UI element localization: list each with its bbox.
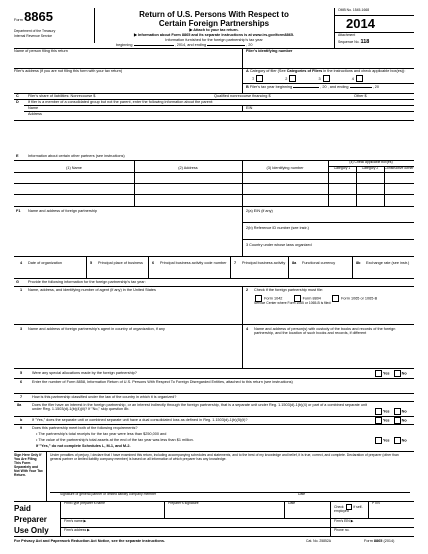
year-end: , 20 xyxy=(246,43,253,47)
prep-div-4 xyxy=(368,501,369,518)
rule-519 xyxy=(60,527,414,528)
tax-year-mid: , 20 xyxy=(320,85,327,89)
info-note-2: Information furnished for the foreign partnership’s tax year xyxy=(165,38,263,42)
rule-278 xyxy=(14,286,414,287)
rule-175 xyxy=(14,183,414,184)
tax-year-end-field[interactable] xyxy=(350,87,372,88)
section-g-text: Provide the following information for the foreign partnership’s tax year: xyxy=(28,280,146,284)
category-2-checkbox[interactable] xyxy=(289,75,296,82)
sign-here-side: Sign Here Only If You Are Filing This Form Separately and Not With Your Tax Return. xyxy=(14,453,43,477)
attachment-label: Attachment xyxy=(338,33,356,37)
g3-num: 3 xyxy=(20,327,23,331)
firm-ein-label: Firm’s EIN ▶ xyxy=(334,519,354,523)
col-name: (1) Name xyxy=(66,166,82,170)
rule-186 xyxy=(14,194,414,195)
category-text-3: in the instructions and check applicable box(es)): xyxy=(323,69,406,73)
f8b-text: Exchange rate (see instr.) xyxy=(366,261,410,265)
omb-number: OMB No. 1545-1668 xyxy=(338,8,370,12)
filer-id-label: Filer’s identifying number xyxy=(246,49,293,53)
line-d-address: Address xyxy=(28,112,42,116)
rule-528 xyxy=(14,536,414,537)
section-e-text: Information about certain other partners (see instructions) xyxy=(28,154,125,158)
category-2-label: 2 xyxy=(285,76,288,81)
q8b-yes: Yes xyxy=(383,418,390,423)
prep-div-1 xyxy=(164,501,165,518)
info-note: ▶ Information about Form 8865 and its separate instructions is at www.irs.gov/form8865. xyxy=(134,33,294,37)
col-cat2: Category 2 xyxy=(361,166,379,170)
category-letter: A xyxy=(246,69,249,73)
q8b-text: If "Yes," does the separate unit or combined separate unit have a dual consolidated loss as defined in Reg. 1.1503(d)-1(b)(5)(ii)? xyxy=(32,418,248,422)
rule-231 xyxy=(242,239,414,240)
rule-370 xyxy=(14,378,414,379)
f8a-num: 8a xyxy=(292,261,297,265)
f6-text: Principal business activity code number xyxy=(160,261,227,265)
footer-notice: For Privacy Act and Paperwork Reduction Act Notice, see the separate instructions. xyxy=(14,539,166,543)
q5-no: No xyxy=(401,371,407,376)
f8a-text: Functional currency xyxy=(302,261,336,265)
signature-date-field[interactable] xyxy=(298,476,408,490)
f-2b: 2(b) Reference ID number (see instr.) xyxy=(246,226,309,230)
sign-divider xyxy=(46,451,47,501)
f-col-1 xyxy=(86,256,87,278)
paid-preparer-title xyxy=(14,504,49,536)
filer-id-field[interactable] xyxy=(246,54,411,66)
col-constructive: Constructive owner xyxy=(384,166,414,170)
q5-text: Were any special allocations made by the foreign partnership? xyxy=(32,371,137,375)
line-d-ein: EIN xyxy=(246,106,253,110)
rule-385 xyxy=(14,393,414,394)
g2-service-center: Service Center where Form 1065 or 1065-B is filed: xyxy=(254,301,332,305)
phone-label: Phone no. xyxy=(334,528,350,532)
q8a-no-checkbox[interactable] xyxy=(394,408,401,415)
line-d-text: If filer is a member of a consolidated group but not the parent, enter the following information about the parent: xyxy=(28,100,214,104)
signature-label: Signature of general partner or limited liability company member xyxy=(60,492,157,496)
filer-name-field[interactable] xyxy=(16,54,240,66)
g2-num: 2 xyxy=(246,288,249,292)
filer-divider-2 xyxy=(242,68,243,93)
footer-form-word: Form xyxy=(364,539,373,543)
form-title-2: Certain Foreign Partnerships xyxy=(158,19,270,28)
firm-address-label: Firm’s address ▶ xyxy=(64,528,90,532)
form-number: 8865 xyxy=(24,9,53,24)
q6-num: 6 xyxy=(20,380,23,384)
f-col-2 xyxy=(148,256,149,278)
irs: Internal Revenue Service xyxy=(14,34,53,38)
tax-year-row xyxy=(246,85,379,89)
rule-112 xyxy=(14,120,414,121)
signature-date-label: Date xyxy=(298,492,306,496)
q8a-text: Does the filer have an interest in the foreign partnership, or an interest indirectly through the foreign partnership, that is a separate unit under Reg. 1.1503(d)-1(b)(4) or part of a combined separate unit under Reg. 1.1503(d)-1(b)(4)(ii)? If "No," skip question 8b. xyxy=(32,403,367,412)
category-row xyxy=(246,69,405,73)
rule-393 xyxy=(14,401,414,402)
form-1042-label: Form 1042 xyxy=(264,296,283,301)
q8a-num: 8a xyxy=(17,403,22,407)
tax-year-end-label: , and ending xyxy=(327,85,349,89)
rule-164 xyxy=(14,172,414,173)
category-boxes xyxy=(252,75,364,82)
f-col-5 xyxy=(352,256,353,278)
prep-sig-label: Preparer’s signature xyxy=(168,501,199,505)
signature-field[interactable] xyxy=(54,476,294,490)
q9-no: No xyxy=(401,438,407,443)
header-divider-right xyxy=(334,8,335,48)
col-check: (4) Check applicable box(es) xyxy=(349,160,393,164)
f8b-num: 8b xyxy=(356,261,361,265)
tax-year-begin-field[interactable] xyxy=(293,87,319,88)
q8b-no-checkbox[interactable] xyxy=(394,417,401,424)
prep-date-label: Date xyxy=(288,501,296,505)
line-d-letter: D xyxy=(16,100,19,104)
col-cat1: Category 1 xyxy=(333,166,351,170)
q8a-yes: Yes xyxy=(383,409,390,414)
rule-416 xyxy=(14,424,414,425)
tax-year: 2014 xyxy=(346,16,375,31)
beginning-label: beginning xyxy=(116,43,133,47)
line-c-text: Filer’s share of liabilities: Nonrecourse $ xyxy=(28,94,96,98)
filer-name-label: Name of person filing this return xyxy=(14,49,68,53)
col-id: (3) Identifying number xyxy=(266,166,304,170)
rule-270 xyxy=(14,278,414,279)
g2-text: Check if the foreign partnership must file: xyxy=(254,288,324,292)
category-1-label: 1 xyxy=(252,76,255,81)
q8b-num: b xyxy=(20,418,23,422)
prep-div-3 xyxy=(330,501,331,518)
g1-text: Name, address, and identifying number of agent (if any) in the United States xyxy=(28,288,156,292)
section-e-letter: E xyxy=(16,154,19,158)
q5-no-checkbox[interactable] xyxy=(394,370,401,377)
rule-316 xyxy=(14,324,414,325)
filer-divider xyxy=(242,48,243,68)
beginning-field[interactable] xyxy=(134,45,174,46)
q8b-answers xyxy=(374,417,407,424)
rule-408 xyxy=(14,416,414,417)
category-3-checkbox[interactable] xyxy=(323,75,330,82)
filer-address-label: Filer’s address (if you are not filing this form with your tax return) xyxy=(14,69,123,73)
g3-text: Name and address of foreign partnership’s agent in country of organization, if any xyxy=(28,327,165,331)
q7-text: How is this partnership classified under the law of the country in which it is organized? xyxy=(32,395,177,399)
line-c-text-2: Qualified nonrecourse financing $ xyxy=(214,94,271,98)
q9-text: Does this partnership meet both of the following requirements? xyxy=(32,426,138,430)
f-3: 3 Country under whose laws organized xyxy=(246,243,312,247)
q9-bullet-3: If "Yes," do not complete Schedules L, M-1, and M-2. xyxy=(36,444,131,448)
form-title-1: Return of U.S. Persons With Respect to xyxy=(139,10,289,19)
q9-bullet-1: • The partnership’s total receipts for the tax year were less than $250,000 and xyxy=(36,432,167,436)
category-text-2: Categories of Filers xyxy=(286,69,323,73)
rule-75 xyxy=(242,83,414,84)
form-1065-label: Form 1065 or 1065-B xyxy=(341,296,378,301)
rule-198 xyxy=(14,206,414,207)
preparer-title-2: Preparer xyxy=(14,514,47,524)
f6-num: 6 xyxy=(152,261,155,265)
year-line xyxy=(116,43,253,47)
q9-yes: Yes xyxy=(383,438,390,443)
f4-text: Date of organization xyxy=(28,261,62,265)
f4-num: 4 xyxy=(20,261,23,265)
print-name-label: Print/Type preparer’s name xyxy=(64,501,105,505)
category-4-label: 4 xyxy=(351,76,354,81)
rule-103 xyxy=(24,111,414,112)
firm-name-label: Firm’s name ▶ xyxy=(64,519,87,523)
f-col-4 xyxy=(288,256,289,278)
q5-answers xyxy=(374,370,407,377)
f7-text: Principal business activity xyxy=(242,261,286,265)
tax-year-label: Filer’s tax year beginning xyxy=(249,85,293,89)
q6-text: Enter the number of Form 8858, Information Return of U.S. Persons With Respect To Foreign Disregarded Entities, attached to this return (see instructions) xyxy=(32,380,293,384)
tax-year-end-2: , 20 xyxy=(372,85,379,89)
footer-form-number: 8865 xyxy=(373,539,383,543)
category-3-label: 3 xyxy=(318,76,321,81)
section-g-letter: G xyxy=(16,280,19,284)
q9-no-checkbox[interactable] xyxy=(394,437,401,444)
if-self-employed-label: if self-employed xyxy=(334,504,363,513)
g4-text: Name and address of person(s) with custody of the books and records of the foreign partnership, and the location of such books and records, if different xyxy=(254,327,396,336)
ptin-label: PTIN xyxy=(372,501,380,505)
preparer-title-3: Use Only xyxy=(14,525,49,535)
form-1065-checkbox[interactable] xyxy=(332,295,339,302)
f-2a: 2(a) EIN (if any) xyxy=(246,209,273,213)
form-label xyxy=(14,10,53,25)
q8b-yes-checkbox[interactable] xyxy=(375,417,382,424)
q5-yes-checkbox[interactable] xyxy=(375,370,382,377)
year-mid: , 2014, and ending xyxy=(174,43,207,47)
footer-cat-no: Cat. No. 25852A xyxy=(306,539,332,543)
tax-year-letter: B xyxy=(246,85,249,89)
prep-div-2 xyxy=(284,501,285,518)
rule-510 xyxy=(60,518,414,519)
q9-answers xyxy=(374,437,407,444)
department: Department of the Treasury xyxy=(14,29,56,33)
f5-num: 5 xyxy=(90,261,93,265)
q9-num: 9 xyxy=(20,426,23,430)
check-label: Check xyxy=(334,504,344,509)
sequence-label xyxy=(338,39,369,45)
penalty-statement: Under penalties of perjury, I declare that I have examined this return, including accompanying schedules and statements, and to the best of my knowledge and belief, it is true, correct, and complete. Declaration of preparer (other than general partner or limited liability company member) is based on all information of which preparer has any knowledge. xyxy=(50,453,399,461)
q5-yes: Yes xyxy=(383,371,390,376)
q5-num: 5 xyxy=(20,371,23,375)
line-d-name: Name xyxy=(28,106,39,110)
f5-text: Principal place of business xyxy=(98,261,143,265)
col-address: (2) Address xyxy=(178,166,198,170)
q8b-no: No xyxy=(401,418,407,423)
rule-360 xyxy=(14,368,414,369)
rule-443 xyxy=(14,451,414,452)
f-col-3 xyxy=(230,256,231,278)
rule-248 xyxy=(14,256,414,257)
rule-214 xyxy=(242,222,414,223)
header-bottom-rule xyxy=(14,48,414,49)
f-divider xyxy=(242,206,243,256)
q9-bullet-2: • The value of the partnership’s total assets at the end of the tax year was less than $1 million. xyxy=(36,438,194,442)
category-1-checkbox[interactable] xyxy=(256,75,263,82)
g-divider xyxy=(242,286,243,368)
q9-yes-checkbox[interactable] xyxy=(375,437,382,444)
line-c-letter: C xyxy=(16,94,19,98)
f7-num: 7 xyxy=(234,261,237,265)
category-4-checkbox[interactable] xyxy=(356,75,363,82)
q7-num: 7 xyxy=(20,395,23,399)
q8a-answers xyxy=(374,408,407,415)
filer-address-field[interactable] xyxy=(16,75,240,93)
section-f-text: Name and address of foreign partnership xyxy=(28,209,98,213)
q8a-yes-checkbox[interactable] xyxy=(375,408,382,415)
category-text-1: Category of filer (See xyxy=(249,69,286,73)
form-page xyxy=(14,8,414,548)
footer-form xyxy=(364,539,394,543)
sequence-number: 118 xyxy=(360,39,370,45)
q8a-no: No xyxy=(401,409,407,414)
sequence-text: Sequence No. xyxy=(338,40,360,44)
footer-form-year: (2014) xyxy=(383,539,395,543)
form-8804-label: Form 8804 xyxy=(302,296,321,301)
self-employed xyxy=(334,504,368,514)
g4-num: 4 xyxy=(246,327,249,331)
attach-note: ▶ Attach to your tax return. xyxy=(189,28,239,32)
preparer-title-1: Paid xyxy=(14,504,31,513)
ending-field[interactable] xyxy=(207,45,245,46)
g1-num: 1 xyxy=(20,288,23,292)
section-f-letter: F1 xyxy=(16,209,21,213)
rule-97 xyxy=(24,105,414,106)
line-c-text-3: Other $ xyxy=(354,94,367,98)
form-word: Form xyxy=(14,18,23,22)
